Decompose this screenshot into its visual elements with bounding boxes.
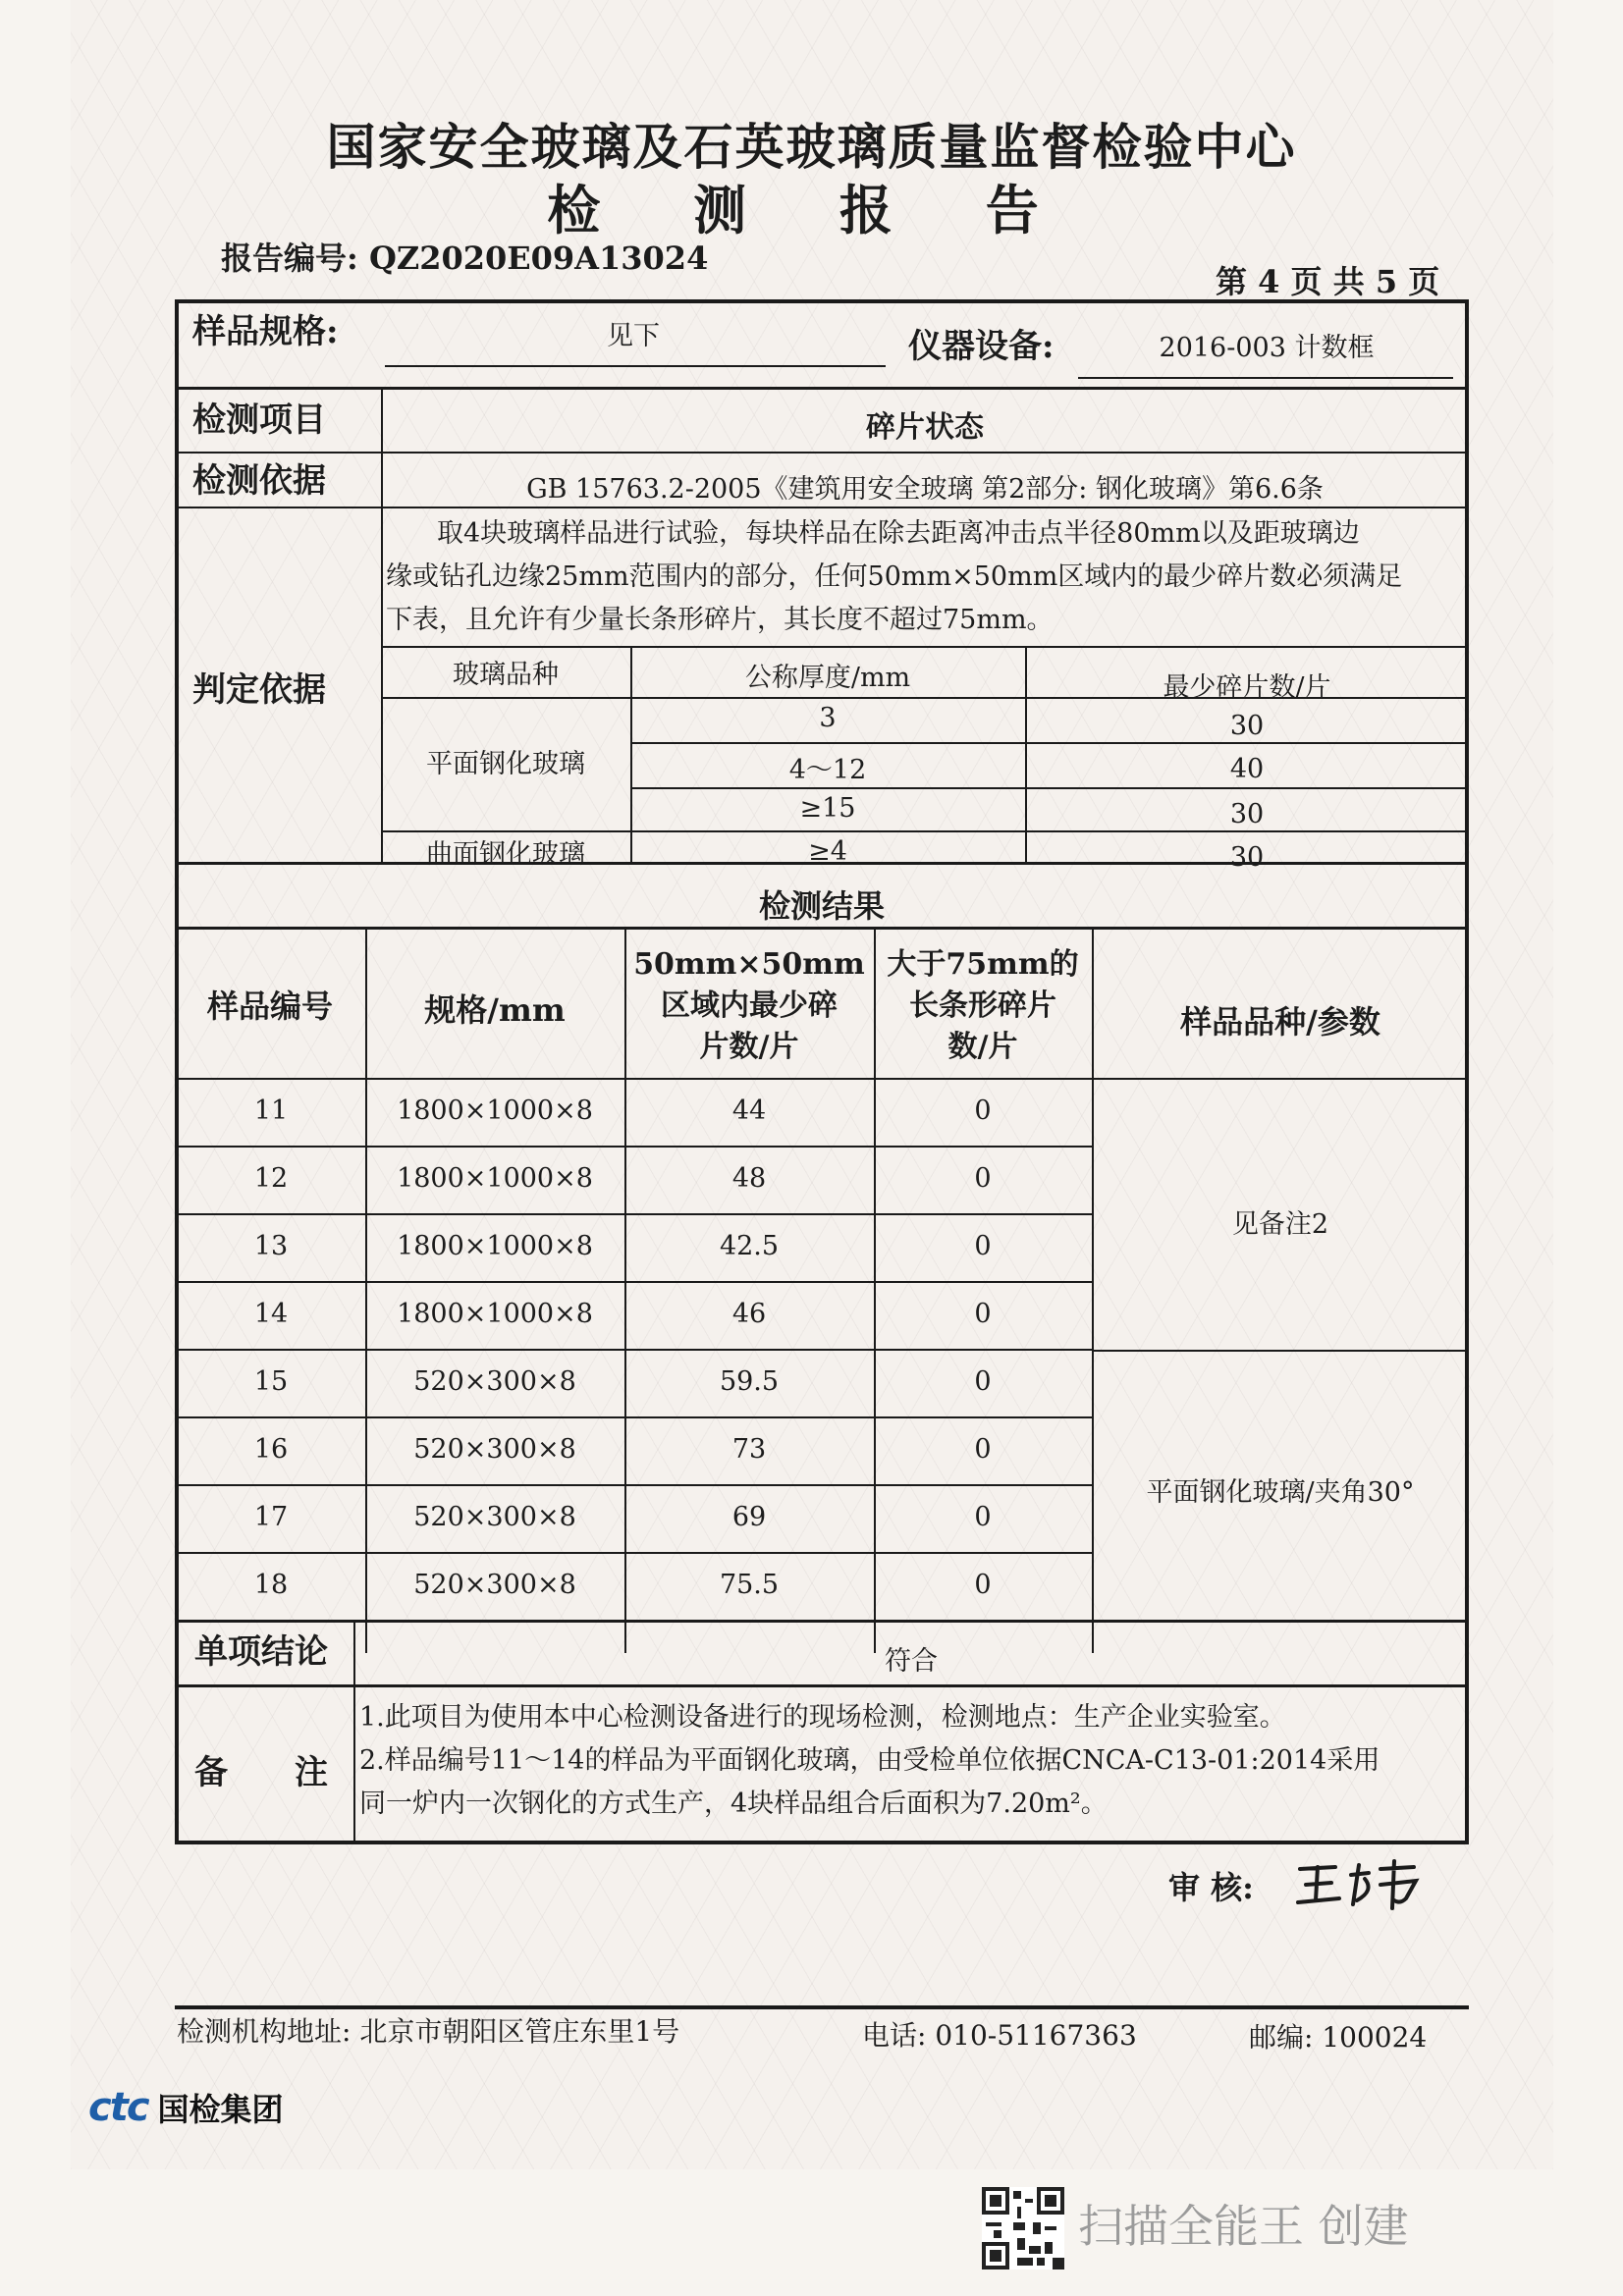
row-line: [177, 387, 1467, 390]
results-cell-no: 14: [253, 1299, 289, 1329]
results-header-long: [876, 944, 1090, 1068]
results-cell-min: 59.5: [719, 1366, 780, 1397]
row-line: [177, 927, 1467, 930]
results-header-spec: 规格/mm: [424, 991, 566, 1029]
criteria-label: 判定依据: [192, 670, 326, 710]
criteria-line: 下表，且允许有少量长条形碎片，其长度不超过75mm。: [386, 605, 1054, 635]
results-cell-spec: 1800×1000×8: [397, 1231, 593, 1261]
criteria-row-line: [630, 787, 1467, 789]
row-line: [177, 1620, 1467, 1623]
results-cell-long: 0: [974, 1502, 992, 1532]
results-title: 检测结果: [758, 887, 885, 925]
results-header-min: [626, 944, 872, 1068]
results-row-line: [177, 1484, 1092, 1486]
criteria-thickness: ≥15: [799, 793, 856, 824]
remarks-label: 备 注: [194, 1753, 328, 1792]
label-column-divider: [381, 387, 383, 862]
criteria-line: 缘或钻孔边缘25mm范围内的部分，任何50mm×50mm区域内的最少碎片数必须满足: [386, 561, 1403, 592]
results-row-line: [177, 1552, 1092, 1554]
row-line: [177, 862, 1467, 865]
page-indicator: 第 4 页 共 5 页: [1216, 263, 1440, 300]
footer-address: 检测机构地址: 北京市朝阳区管庄东里1号: [177, 2015, 680, 2048]
results-cell-spec: 520×300×8: [413, 1366, 576, 1397]
test-basis-label: 检测依据: [192, 461, 326, 501]
results-cell-long: 0: [974, 1231, 992, 1261]
results-row-line: [177, 1349, 1092, 1351]
equipment-underline: [1078, 377, 1453, 379]
criteria-header-thickness: 公称厚度/mm: [744, 663, 911, 693]
criteria-thickness: ≥4: [808, 836, 847, 867]
conclusion-label: 单项结论: [194, 1632, 328, 1672]
criteria-min: 30: [1229, 799, 1265, 829]
test-basis-value: GB 15763.2-2005《建筑用安全玻璃 第2部分: 钢化玻璃》第6.6条: [526, 474, 1324, 505]
criteria-header-min: 最少碎片数/片: [1163, 672, 1331, 703]
results-cell-min: 75.5: [719, 1570, 780, 1600]
criteria-thickness: 4～12: [788, 755, 867, 785]
results-header-min-line: 50mm×50mm: [633, 947, 865, 982]
results-cell-long: 0: [974, 1434, 992, 1465]
criteria-curved-type: 曲面钢化玻璃: [426, 839, 585, 870]
report-subtitle: 检 测 报 告: [547, 179, 1076, 241]
results-header-no: 样品编号: [206, 988, 333, 1025]
criteria-min: 30: [1229, 711, 1265, 741]
footer-phone: 电话: 010-51167363: [862, 2019, 1137, 2052]
results-cell-no: 15: [253, 1366, 289, 1397]
results-cell-spec: 520×300×8: [413, 1502, 576, 1532]
conclusion-value: 符合: [885, 1646, 938, 1677]
results-cell-spec: 520×300×8: [413, 1570, 576, 1600]
criteria-flat-type: 平面钢化玻璃: [426, 749, 585, 779]
results-cell-long: 0: [974, 1570, 992, 1600]
footer-postcode: 邮编: 100024: [1249, 2021, 1428, 2054]
results-cell-spec: 1800×1000×8: [397, 1163, 593, 1194]
results-type-group2: 平面钢化玻璃/夹角30°: [1146, 1477, 1415, 1508]
ctc-logo: [88, 2085, 284, 2130]
test-item-label: 检测项目: [192, 400, 326, 440]
results-cell-min: 69: [731, 1502, 767, 1532]
results-header-type: 样品品种/参数: [1180, 1003, 1380, 1041]
results-row-line: [177, 1281, 1092, 1283]
report-title: 国家安全玻璃及石英玻璃质量监督检验中心: [326, 118, 1297, 176]
remarks-line: 2.样品编号11～14的样品为平面钢化玻璃，由受检单位依据CNCA-C13-01:2014采用: [359, 1745, 1380, 1776]
remarks-text: [359, 1696, 1465, 1826]
results-cell-long: 0: [974, 1366, 992, 1397]
criteria-min: 40: [1229, 754, 1265, 784]
sample-spec-value: 见下: [607, 321, 660, 351]
criteria-thickness: 3: [819, 703, 837, 733]
results-cell-min: 44: [731, 1095, 767, 1126]
results-cell-no: 18: [253, 1570, 289, 1600]
equipment-value: 2016-003 计数框: [1159, 333, 1375, 363]
qr-code-icon: [982, 2187, 1064, 2269]
results-cell-spec: 1800×1000×8: [397, 1095, 593, 1126]
criteria-row-line: [630, 742, 1467, 744]
group-divider: [1092, 1350, 1467, 1352]
test-item-value: 碎片状态: [866, 410, 984, 445]
results-header-bottom: [177, 1078, 1467, 1080]
results-cell-no: 12: [253, 1163, 289, 1194]
results-col-divider: [365, 927, 367, 1653]
results-cell-min: 46: [731, 1299, 767, 1329]
results-row-line: [177, 1146, 1092, 1148]
scanner-watermark: 扫描全能王 创建: [1078, 2200, 1409, 2253]
results-cell-min: 48: [731, 1163, 767, 1194]
criteria-table-top: [381, 646, 1467, 648]
results-cell-min: 42.5: [719, 1231, 780, 1261]
row-line: [177, 1684, 1467, 1687]
criteria-header-type: 玻璃品种: [453, 660, 559, 690]
ctc-logo-text: 国检集团: [157, 2091, 284, 2128]
results-cell-long: 0: [974, 1095, 992, 1126]
results-cell-no: 17: [253, 1502, 289, 1532]
results-header-long-line: 数/片: [947, 1030, 1018, 1064]
results-cell-long: 0: [974, 1299, 992, 1329]
report-number: 报告编号: QZ2020E09A13024: [221, 240, 709, 277]
results-header-min-line: 区域内最少碎: [661, 988, 838, 1023]
row-line: [177, 452, 1467, 454]
results-header-long-line: 长条形碎片: [909, 988, 1056, 1023]
results-header-long-line: 大于75mm的: [887, 947, 1079, 982]
results-cell-long: 0: [974, 1163, 992, 1194]
sample-spec-label: 样品规格:: [192, 312, 339, 351]
reviewer-signature: [1296, 1855, 1424, 1914]
results-header-min-line: 片数/片: [699, 1030, 799, 1064]
row-line: [177, 507, 1467, 508]
ctc-logo-mark: ctc: [88, 2085, 148, 2130]
criteria-text: [386, 512, 1466, 642]
remarks-line: 1.此项目为使用本中心检测设备进行的现场检测，检测地点：生产企业实验室。: [359, 1702, 1286, 1733]
results-cell-min: 73: [731, 1434, 767, 1465]
results-row-line: [177, 1213, 1092, 1215]
criteria-line: 取4块玻璃样品进行试验，每块样品在除去距离冲击点半径80mm以及距玻璃边: [437, 518, 1360, 549]
criteria-min: 30: [1229, 842, 1265, 873]
results-cell-no: 11: [253, 1095, 289, 1126]
footer-rule: [175, 2005, 1469, 2009]
results-cell-spec: 1800×1000×8: [397, 1299, 593, 1329]
criteria-row-line: [381, 697, 1467, 699]
equipment-label: 仪器设备:: [908, 327, 1055, 366]
spec-underline: [385, 365, 886, 367]
remarks-line: 同一炉内一次钢化的方式生产，4块样品组合后面积为7.20m²。: [359, 1789, 1108, 1819]
results-type-group1: 见备注2: [1231, 1209, 1329, 1240]
review-label: 审 核:: [1168, 1869, 1254, 1906]
results-row-line: [177, 1416, 1092, 1418]
results-cell-no: 13: [253, 1231, 289, 1261]
results-cell-no: 16: [253, 1434, 289, 1465]
results-cell-spec: 520×300×8: [413, 1434, 576, 1465]
